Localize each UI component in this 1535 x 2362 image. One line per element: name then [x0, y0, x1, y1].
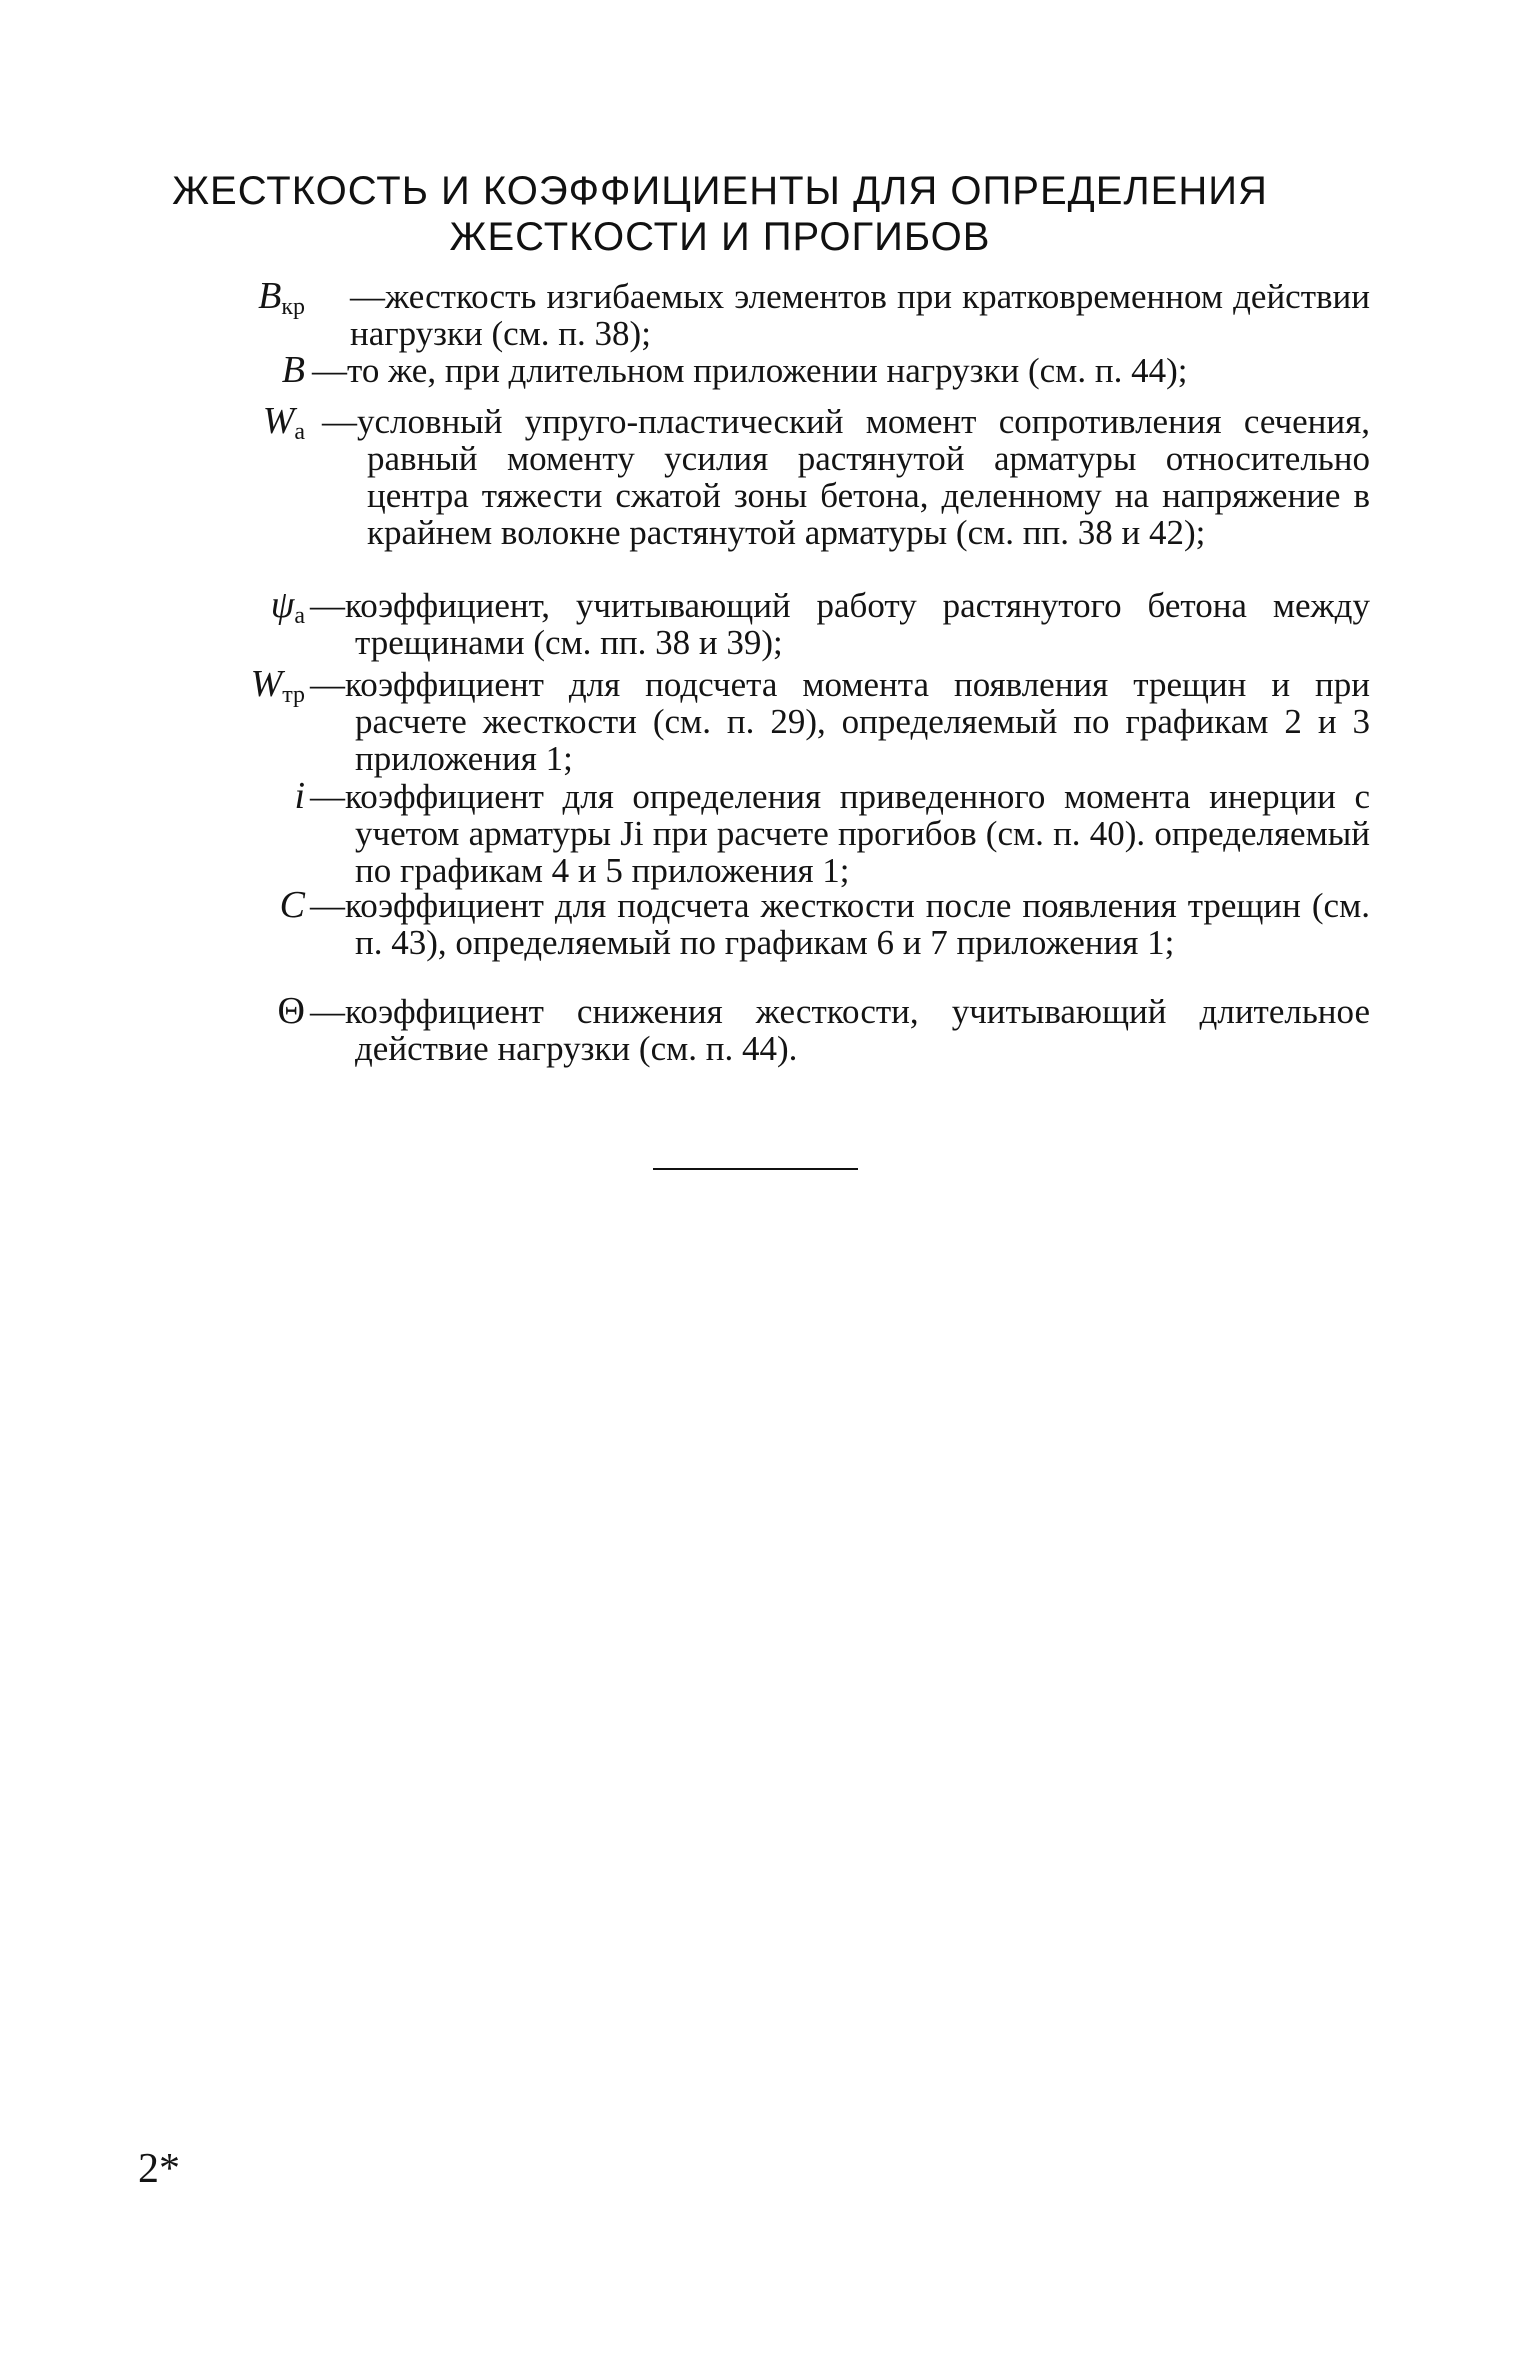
symbol-letter: B: [281, 349, 305, 391]
symbol-letter: ψ: [270, 584, 295, 626]
entry-symbol: [250, 663, 305, 714]
entry-definition: —коэффициент для подсчета жесткости после появления трещин (см. п. 43), определяемый по графикам 6 и 7 приложения 1;: [310, 886, 1370, 962]
section-divider: [653, 1168, 858, 1170]
entry-symbol: [270, 584, 305, 635]
entry-symbol: [262, 400, 305, 451]
symbol-subscript: а: [294, 419, 305, 445]
entry-definition: —условный упруго-пластический момент сопротивления сечения, равный моменту усилия растянутой арматуры относительно центра тяжести сжатой зоны бетона, деленному на напряжение в крайнем волокне растянутой арматуры (см. пп. 38 и 42);: [322, 402, 1370, 552]
symbol-letter: B: [258, 275, 282, 317]
symbol-subscript: тр: [282, 682, 305, 708]
entry-symbol: [277, 990, 305, 1041]
section-title-line-1: ЖЕСТКОСТЬ И КОЭФФИЦИЕНТЫ ДЛЯ ОПРЕДЕЛЕНИЯ: [172, 169, 1268, 213]
symbol-letter: Θ: [277, 990, 305, 1032]
symbol-letter: W: [262, 400, 295, 442]
entry-symbol: [281, 349, 305, 400]
entry-definition: —коэффициент снижения жесткости, учитывающий длительное действие нагрузки (см. п. 44).: [310, 992, 1370, 1068]
entry-symbol: [279, 884, 305, 935]
entry-definition: —коэффициент для определения приведенного момента инерции с учетом арматуры Ji при расчете прогибов (см. п. 40). определяемый по графикам 4 и 5 приложения 1;: [310, 777, 1370, 890]
entry-definition: —коэффициент для подсчета момента появления трещин и при расчете жесткости (см. п. 29), определяемый по графикам 2 и 3 приложения 1;: [310, 665, 1370, 778]
entry-definition: —жесткость изгибаемых элементов при кратковременном действии нагрузки (см. п. 38);: [350, 277, 1370, 353]
symbol-letter: i: [294, 775, 305, 817]
page-number: 2*: [138, 2146, 180, 2192]
section-title: [150, 168, 1290, 260]
entry-definition: —коэффициент, учитывающий работу растянутого бетона между трещинами (см. пп. 38 и 39);: [310, 586, 1370, 662]
section-title-line-2: ЖЕСТКОСТИ И ПРОГИБОВ: [449, 215, 991, 259]
symbol-subscript: кр: [281, 294, 305, 320]
entry-symbol: [294, 775, 305, 826]
entry-definition: —то же, при длительном приложении нагрузки (см. п. 44);: [312, 351, 1188, 390]
symbol-letter: C: [279, 884, 305, 926]
symbol-letter: W: [250, 663, 283, 705]
symbol-subscript: а: [294, 603, 305, 629]
entry-symbol: [258, 275, 305, 326]
